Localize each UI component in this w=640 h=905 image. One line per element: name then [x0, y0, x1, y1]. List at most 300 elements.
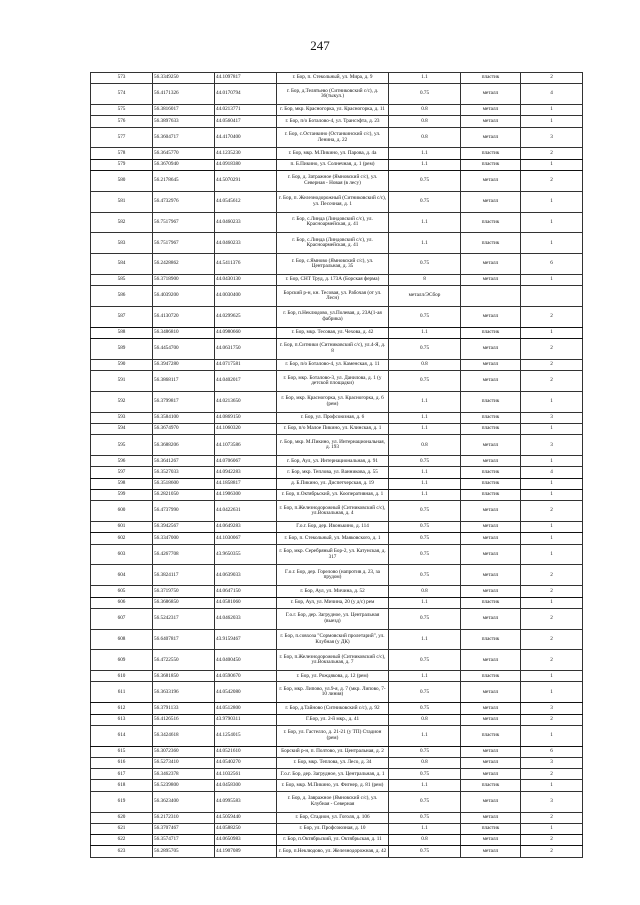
volume-cell: 0.75	[389, 608, 461, 629]
material-cell: металл	[461, 359, 521, 370]
row-number: 598	[91, 478, 153, 489]
longitude-cell: 44.0299625	[215, 307, 277, 328]
count-cell: 2	[521, 359, 583, 370]
table-row	[91, 456, 583, 467]
latitude-cell: 56.3681850	[153, 671, 215, 682]
longitude-cell: 44.0458300	[215, 780, 277, 791]
row-number: 582	[91, 212, 153, 233]
latitude-cell: 56.3897633	[153, 116, 215, 127]
count-cell: 2	[521, 148, 583, 159]
address-cell: Г.о.г. Бор, дер. Ивонькино, д. 114	[277, 522, 389, 533]
longitude-cell: 44.0647150	[215, 586, 277, 597]
table-row	[91, 629, 583, 650]
row-number: 587	[91, 307, 153, 328]
longitude-cell: 44.1858817	[215, 478, 277, 489]
count-cell: 3	[521, 791, 583, 812]
count-cell: 4	[521, 84, 583, 105]
table-row	[91, 757, 583, 768]
volume-cell: 0.75	[389, 791, 461, 812]
volume-cell: 1.1	[389, 73, 461, 84]
row-number: 583	[91, 233, 153, 254]
volume-cell: 1.1	[389, 478, 461, 489]
row-number: 613	[91, 714, 153, 725]
latitude-cell: 56.3527033	[153, 467, 215, 478]
table-row	[91, 254, 583, 275]
address-cell: г. Бор, д. Затражное (Ямновский с/с), ул. Северная - Новая (в лесу)	[277, 170, 389, 191]
row-number: 594	[91, 424, 153, 435]
address-cell: г. Бор, мкр. Красногорка, ул. Красногорка, д. 11	[277, 105, 389, 116]
count-cell: 3	[521, 703, 583, 714]
table-row	[91, 170, 583, 191]
latitude-cell: 56.3707467	[153, 823, 215, 834]
address-cell: г. Бор, мкр. М.Пикино, ул. Парова, д. 4а	[277, 148, 389, 159]
latitude-cell: 56.2172310	[153, 812, 215, 823]
row-number: 584	[91, 254, 153, 275]
longitude-cell: 44.1235230	[215, 148, 277, 159]
material-cell: металл	[461, 456, 521, 467]
material-cell: металл	[461, 170, 521, 191]
latitude-cell: 56.3816017	[153, 105, 215, 116]
row-number: 604	[91, 565, 153, 586]
count-cell: 1	[521, 823, 583, 834]
table-row	[91, 725, 583, 746]
address-cell: г. Бор, мкр. Теплова, ул. Ванникова, д. 55	[277, 467, 389, 478]
table-row	[91, 371, 583, 392]
volume-cell: 0.75	[389, 456, 461, 467]
latitude-cell: 56.2821050	[153, 490, 215, 501]
count-cell: 6	[521, 254, 583, 275]
material-cell: металл	[461, 650, 521, 671]
material-cell: металл	[461, 127, 521, 148]
latitude-cell: 56.3604717	[153, 127, 215, 148]
row-number: 580	[91, 170, 153, 191]
count-cell: 3	[521, 435, 583, 456]
longitude-cell: 44.0402017	[215, 371, 277, 392]
volume-cell: 0.75	[389, 84, 461, 105]
count-cell: 1	[521, 191, 583, 212]
material-cell: пластик	[461, 159, 521, 170]
latitude-cell: 56.3349250	[153, 73, 215, 84]
address-cell: г. Бор, ул. Рождякова, д. 12 (рем)	[277, 671, 389, 682]
volume-cell: 0.75	[389, 533, 461, 544]
table-row	[91, 84, 583, 105]
row-number: 616	[91, 757, 153, 768]
row-number: 612	[91, 703, 153, 714]
latitude-cell: 56.3942567	[153, 522, 215, 533]
latitude-cell: 56.4126516	[153, 714, 215, 725]
count-cell: 1	[521, 212, 583, 233]
table-row	[91, 275, 583, 286]
longitude-cell: 44.1906300	[215, 490, 277, 501]
count-cell: 3	[521, 127, 583, 148]
address-cell: г. Бор, с.Останкино (Останкинский с/с), ул. Ленина, д. 22	[277, 127, 389, 148]
latitude-cell: 56.3462378	[153, 769, 215, 780]
longitude-cell: 44.0639033	[215, 565, 277, 586]
volume-cell: 0.75	[389, 191, 461, 212]
address-cell: г. Бор, ул. Профсоюзная, д. 10	[277, 823, 389, 834]
latitude-cell: 56.3584100	[153, 412, 215, 423]
address-cell: г. Бор, п.Ситники (Ситниковский с/с), ул.4-Я, д. 8	[277, 339, 389, 360]
row-number: 590	[91, 359, 153, 370]
material-cell: пластик	[461, 73, 521, 84]
latitude-cell: 56.3633196	[153, 682, 215, 703]
count-cell: 2	[521, 586, 583, 597]
count-cell: 6	[521, 746, 583, 757]
row-number: 592	[91, 392, 153, 413]
row-number: 608	[91, 629, 153, 650]
count-cell: 1	[521, 682, 583, 703]
latitude-cell: 56.3719750	[153, 586, 215, 597]
count-cell: 2	[521, 307, 583, 328]
address-cell: г. Бор, п.Железнодорожный (Ситниковский с/с), ул.Вокзальная, д. 4	[277, 501, 389, 522]
volume-cell: 1.1	[389, 159, 461, 170]
volume-cell: 0.75	[389, 339, 461, 360]
count-cell: 1	[521, 392, 583, 413]
longitude-cell: 44.0717581	[215, 359, 277, 370]
longitude-cell: 44.0170794	[215, 84, 277, 105]
table-row	[91, 490, 583, 501]
address-cell: п. Б.Пикино, ул. Солнечная, д. 1 (рем)	[277, 159, 389, 170]
address-cell: г. Бор, мкр. М.Пикино, ул. Интернациональная, д. 193	[277, 435, 389, 456]
material-cell: металл	[461, 608, 521, 629]
latitude-cell: 56.5239800	[153, 780, 215, 791]
count-cell: 1	[521, 105, 583, 116]
container-sites-table-wrapper	[90, 72, 582, 858]
address-cell: г. Бор, д.Тайново (Ситниковский с/с), д. 92	[277, 703, 389, 714]
material-cell: металл	[461, 191, 521, 212]
material-cell: пластик	[461, 212, 521, 233]
address-cell: г. Бор, п.Октябрьский, ул. Кооперативная, д. 1	[277, 490, 389, 501]
row-number: 601	[91, 522, 153, 533]
count-cell: 1	[521, 116, 583, 127]
table-row	[91, 212, 583, 233]
longitude-cell: 44.5070291	[215, 170, 277, 191]
volume-cell: 0.75	[389, 769, 461, 780]
table-row	[91, 148, 583, 159]
table-row	[91, 327, 583, 338]
row-number: 614	[91, 725, 153, 746]
volume-cell: 1.1	[389, 671, 461, 682]
count-cell: 4	[521, 467, 583, 478]
latitude-cell: 56.4732976	[153, 191, 215, 212]
volume-cell: 0.8	[389, 435, 461, 456]
material-cell: металл	[461, 791, 521, 812]
material-cell: металл	[461, 533, 521, 544]
row-number: 589	[91, 339, 153, 360]
volume-cell: 0.75	[389, 307, 461, 328]
row-number: 577	[91, 127, 153, 148]
volume-cell: 1.1	[389, 424, 461, 435]
row-number: 596	[91, 456, 153, 467]
address-cell: г. Бор, мкр. Тесовая, ул. Чехова, д. 42	[277, 327, 389, 338]
material-cell: металл	[461, 501, 521, 522]
volume-cell: 0.75	[389, 522, 461, 533]
volume-cell: 0.75	[389, 812, 461, 823]
volume-cell: 0.8	[389, 116, 461, 127]
volume-cell: 8	[389, 275, 461, 286]
volume-cell: 0.8	[389, 714, 461, 725]
count-cell: 1	[521, 533, 583, 544]
count-cell: 1	[521, 233, 583, 254]
row-number: 607	[91, 608, 153, 629]
count-cell: 3	[521, 412, 583, 423]
material-cell: металл	[461, 769, 521, 780]
longitude-cell: 44.0590670	[215, 671, 277, 682]
latitude-cell: 56.3674970	[153, 424, 215, 435]
material-cell: металл	[461, 746, 521, 757]
volume-cell: 0.75	[389, 544, 461, 565]
row-number: 599	[91, 490, 153, 501]
address-cell: Борский р-н, кн. Тесовая, ул. Рабочая (от ул. Лесн)	[277, 286, 389, 307]
row-number: 588	[91, 327, 153, 338]
volume-cell: 1.1	[389, 725, 461, 746]
latitude-cell: 56.2895705	[153, 846, 215, 858]
volume-cell: 0.75	[389, 746, 461, 757]
table-row	[91, 714, 583, 725]
count-cell: 2	[521, 846, 583, 858]
address-cell: г. Бор, с.Линда (Линдовский с/с), ул. Красноармейская, д. 41	[277, 212, 389, 233]
table-row	[91, 159, 583, 170]
longitude-cell: 44.0213650	[215, 392, 277, 413]
material-cell: пластик	[461, 629, 521, 650]
address-cell: г. Бор, п. Стекольный, ул. Маяковского, д. 1	[277, 533, 389, 544]
latitude-cell: 56.3686850	[153, 597, 215, 608]
table-row	[91, 435, 583, 456]
volume-cell: 1.1	[389, 392, 461, 413]
table-row	[91, 286, 583, 307]
table-row	[91, 682, 583, 703]
longitude-cell: 44.0706067	[215, 456, 277, 467]
longitude-cell: 44.1060320	[215, 424, 277, 435]
address-cell: г. Бор, Аул, ул. Мичина, 20 (у д/с) рем	[277, 597, 389, 608]
table-row	[91, 424, 583, 435]
table-row	[91, 339, 583, 360]
volume-cell: 1.1	[389, 233, 461, 254]
volume-cell: 0.8	[389, 586, 461, 597]
table-row	[91, 522, 583, 533]
table-row	[91, 73, 583, 84]
latitude-cell: 56.3718900	[153, 275, 215, 286]
row-number: 593	[91, 412, 153, 423]
longitude-cell: 43.9650355	[215, 544, 277, 565]
latitude-cell: 56.3518600	[153, 478, 215, 489]
address-cell: г. Бор, с.Ямново (Ямновский с/с), ул. Центральная, д. 35	[277, 254, 389, 275]
longitude-cell: 44.0542080	[215, 682, 277, 703]
volume-cell: 1.1	[389, 467, 461, 478]
volume-cell: 1.1	[389, 823, 461, 834]
latitude-cell: 56.4130720	[153, 307, 215, 328]
table-row	[91, 533, 583, 544]
longitude-cell: 44.0649283	[215, 522, 277, 533]
longitude-cell: 44.0631750	[215, 339, 277, 360]
table-row	[91, 307, 583, 328]
row-number: 591	[91, 371, 153, 392]
count-cell: 1	[521, 725, 583, 746]
longitude-cell: 44.0400450	[215, 650, 277, 671]
material-cell: пластик	[461, 671, 521, 682]
row-number: 618	[91, 780, 153, 791]
latitude-cell: 56.2428862	[153, 254, 215, 275]
longitude-cell: 44.0430130	[215, 275, 277, 286]
table-row	[91, 233, 583, 254]
volume-cell: 0.75	[389, 501, 461, 522]
count-cell: 2	[521, 812, 583, 823]
latitude-cell: 56.3824117	[153, 565, 215, 586]
longitude-cell: 44.0460233	[215, 233, 277, 254]
material-cell: пластик	[461, 597, 521, 608]
material-cell	[461, 286, 521, 307]
material-cell: пластик	[461, 478, 521, 489]
longitude-cell: 44.1254015	[215, 725, 277, 746]
row-number: 581	[91, 191, 153, 212]
latitude-cell: 56.5242317	[153, 608, 215, 629]
address-cell: г. Бор, мкр. Боталово-3, ул. Данилова, д. 1 (у детской площадки)	[277, 371, 389, 392]
count-cell: 1	[521, 597, 583, 608]
material-cell: металл	[461, 703, 521, 714]
longitude-cell: 44.0581060	[215, 597, 277, 608]
volume-cell: 0.75	[389, 846, 461, 858]
row-number: 579	[91, 159, 153, 170]
table-row	[91, 105, 583, 116]
row-number: 578	[91, 148, 153, 159]
longitude-cell: 43.9159467	[215, 629, 277, 650]
count-cell: 2	[521, 371, 583, 392]
longitude-cell: 44.4170400	[215, 127, 277, 148]
count-cell: 1	[521, 671, 583, 682]
latitude-cell: 56.3574717	[153, 835, 215, 846]
latitude-cell: 56.4267708	[153, 544, 215, 565]
latitude-cell: 56.3424618	[153, 725, 215, 746]
row-number: 617	[91, 769, 153, 780]
volume-cell: 0.75	[389, 371, 461, 392]
material-cell: пластик	[461, 467, 521, 478]
table-row	[91, 412, 583, 423]
longitude-cell: 44.1097817	[215, 73, 277, 84]
volume-cell: 0.8	[389, 127, 461, 148]
material-cell: металл	[461, 812, 521, 823]
material-cell: металл	[461, 757, 521, 768]
material-cell: металл	[461, 682, 521, 703]
volume-cell: 1.1	[389, 212, 461, 233]
table-row	[91, 769, 583, 780]
address-cell: г. Бор, с.Линда (Линдовский с/с), ул. Красноармейская, д. 41	[277, 233, 389, 254]
latitude-cell: 56.3799817	[153, 392, 215, 413]
row-number: 595	[91, 435, 153, 456]
count-cell	[521, 286, 583, 307]
latitude-cell: 56.3688206	[153, 435, 215, 456]
longitude-cell: 44.0650983	[215, 835, 277, 846]
longitude-cell: 44.0540270	[215, 757, 277, 768]
material-cell: пластик	[461, 823, 521, 834]
row-number: 606	[91, 597, 153, 608]
count-cell: 1	[521, 478, 583, 489]
table-row	[91, 650, 583, 671]
longitude-cell: 44.1030067	[215, 533, 277, 544]
longitude-cell: 44.0521610	[215, 746, 277, 757]
latitude-cell: 56.3645770	[153, 148, 215, 159]
volume-cell: 0.75	[389, 254, 461, 275]
table-row	[91, 812, 583, 823]
volume-cell: 0.8	[389, 105, 461, 116]
material-cell: пластик	[461, 424, 521, 435]
address-cell: Г.о.г. Бор, дер. Загрудное, ул. Центральная, д. 1	[277, 769, 389, 780]
address-cell: г. Бор, п/о Боталово-4, ул. Каменская, д. 11	[277, 359, 389, 370]
volume-cell: 0.75	[389, 682, 461, 703]
count-cell: 1	[521, 275, 583, 286]
row-number: 597	[91, 467, 153, 478]
row-number: 600	[91, 501, 153, 522]
table-row	[91, 565, 583, 586]
material-cell: пластик	[461, 392, 521, 413]
row-number: 609	[91, 650, 153, 671]
material-cell: пластик	[461, 780, 521, 791]
row-number: 586	[91, 286, 153, 307]
row-number: 611	[91, 682, 153, 703]
address-cell: Г.Бор, ул. 2-й мкр., д. 41	[277, 714, 389, 725]
address-cell: г. Бор, п.Неклюдово, ул.Полевая, д. 23А(1-ая фабрика)	[277, 307, 389, 328]
material-cell: металл	[461, 307, 521, 328]
material-cell: металл	[461, 714, 521, 725]
longitude-cell: 44.0213771	[215, 105, 277, 116]
longitude-cell: 44.0995583	[215, 791, 277, 812]
table-row	[91, 586, 583, 597]
latitude-cell: 56.3072360	[153, 746, 215, 757]
volume-cell: 0.75	[389, 565, 461, 586]
count-cell: 2	[521, 339, 583, 360]
address-cell: Борский р-н, п. Полтово, ул. Центральная, д. 2	[277, 746, 389, 757]
count-cell: 2	[521, 608, 583, 629]
address-cell: г. Бор, ул. Гастелло, д. 21-21 (у ТП) Стадион (рем)	[277, 725, 389, 746]
material-cell: металл	[461, 435, 521, 456]
container-sites-table	[90, 72, 583, 858]
material-cell: металл	[461, 835, 521, 846]
table-row	[91, 478, 583, 489]
row-number: 603	[91, 544, 153, 565]
latitude-cell: 56.4171326	[153, 84, 215, 105]
address-cell: г. Бор, мкр. Липово, ул.9-я, д. 7 (мкр. Липово, 7-10 линия)	[277, 682, 389, 703]
volume-cell: 1.1	[389, 629, 461, 650]
latitude-cell: 56.4454700	[153, 339, 215, 360]
row-number: 575	[91, 105, 153, 116]
address-cell: г. Бор, мкр. Красногорка, ул. Красногорка, д. 6 (рем)	[277, 392, 389, 413]
address-cell: д. Б.Пикино, ул. Диспетчерская, д. 19	[277, 478, 389, 489]
material-cell: пластик	[461, 148, 521, 159]
longitude-cell: 44.0588250	[215, 823, 277, 834]
volume-cell: 1.1	[389, 148, 461, 159]
material-cell: металл	[461, 84, 521, 105]
volume-cell: 1.1	[389, 327, 461, 338]
address-cell: г. Бор, п/о Малое Пикино, ул. Клинская, д. 1	[277, 424, 389, 435]
material-cell: металл	[461, 846, 521, 858]
address-cell: г. Бор, п. Железнодорожный (Ситниковский с/с), ул. Песочная, д. 1	[277, 191, 389, 212]
row-number: 573	[91, 73, 153, 84]
address-cell: г. Бор, мкр. Теплова, ул. Лесо, д. 34	[277, 757, 389, 768]
material-cell: металл	[461, 371, 521, 392]
material-cell: пластик	[461, 725, 521, 746]
latitude-cell: 56.3791133	[153, 703, 215, 714]
volume-cell: 0.75	[389, 650, 461, 671]
material-cell: металл	[461, 254, 521, 275]
material-cell: металл	[461, 339, 521, 360]
volume-cell: 0.8	[389, 757, 461, 768]
address-cell: г. Бор, д. Завражное (Ямновский с/с), ул. Клубная - Северная	[277, 791, 389, 812]
count-cell: 3	[521, 757, 583, 768]
table-row	[91, 359, 583, 370]
latitude-cell: 56.3947280	[153, 359, 215, 370]
table-row	[91, 392, 583, 413]
latitude-cell: 56.3623400	[153, 791, 215, 812]
address-cell: Г.о.г. Бор, дер. Загрудное, ул. Центральная (выезд)	[277, 608, 389, 629]
